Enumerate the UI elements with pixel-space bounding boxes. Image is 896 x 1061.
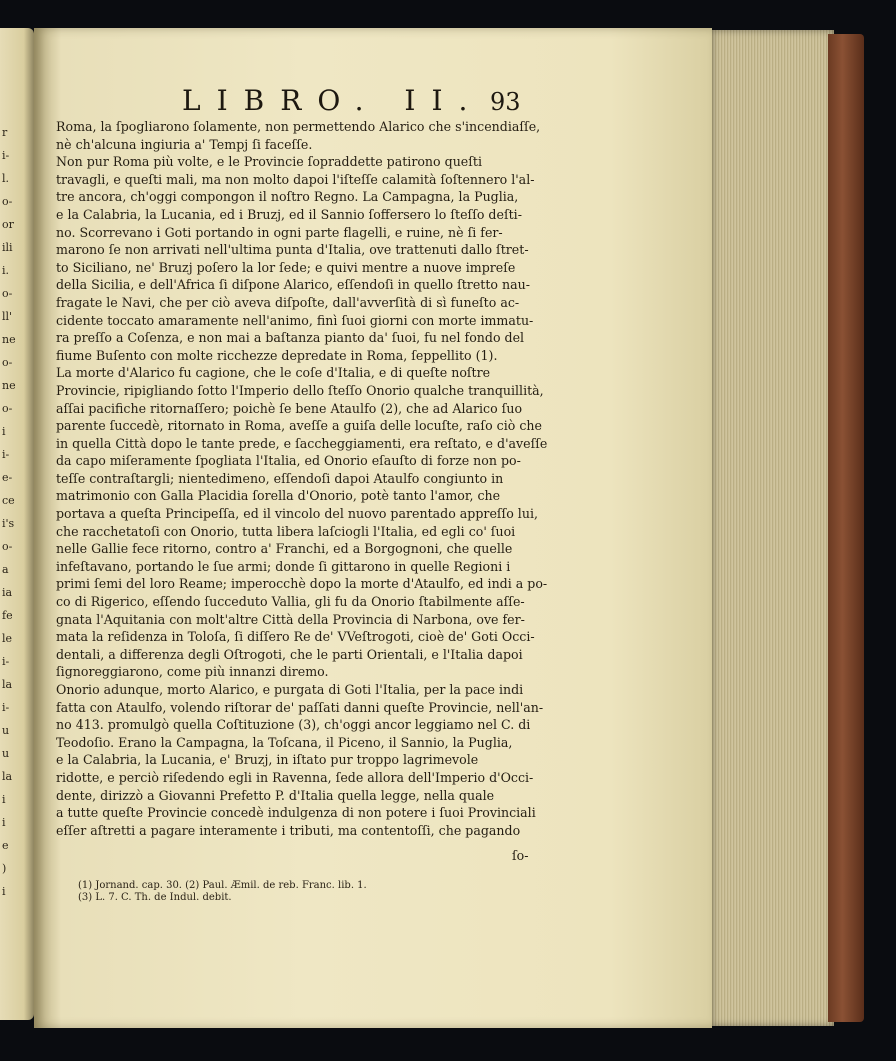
text-line: dentali, a differenza degli Oſtrogoti, che le parti Orientali, e l'Italia dapoi: [56, 646, 523, 662]
text-line: to Siciliano, ne' Bruzj poſero la lor ſede; e quivi mentre a nuove impreſe: [56, 259, 516, 275]
text-line: mata la reſidenza in Toloſa, ſi diſſero Re de' VVeſtrogoti, cioè de' Goti Occi-: [56, 629, 535, 645]
text-line: fragate le Navi, che per ciò aveva diſpoſte, dall'avverſità di sì funeſto ac-: [56, 294, 520, 310]
left-page-fragment: o-: [2, 287, 13, 300]
left-page-fragment: ili: [2, 241, 13, 254]
text-line: della Sicilia, e dell'Africa ſi diſpone Alarico, eſſendoſi in quello ſtretto nau-: [56, 277, 530, 293]
left-page-fragment: o-: [2, 356, 13, 369]
running-title: LIBRO. II.: [182, 84, 484, 117]
left-page-fragment: e: [2, 839, 9, 852]
body-text: [56, 118, 556, 839]
left-page-fragment: i's: [2, 517, 15, 530]
text-line: ra preſſo a Coſenza, e non mai a baſtanza pianto da' ſuoi, fu nel fondo del: [56, 330, 525, 346]
running-header: [152, 84, 572, 118]
left-page-fragment: le: [2, 632, 13, 645]
left-page-fragment: r: [2, 126, 8, 139]
text-line: a tutte queſte Provincie concedè indulgenza di non potere i ſuoi Provinciali: [56, 805, 536, 821]
text-line: marono ſe non arrivati nell'ultima punta d'Italia, ove trattenuti dallo ſtret-: [56, 242, 529, 258]
text-line: gnata l'Aquitania con molt'altre Città della Provincia di Narbona, ove fer-: [56, 611, 525, 627]
page-number: 93: [490, 88, 521, 116]
text-line: co di Rigerico, eſſendo ſucceduto Vallia, gli fu da Onorio ſtabilmente aſſe-: [56, 594, 525, 610]
text-line: no. Scorrevano i Goti portando in ogni parte flagelli, e ruine, nè ſi fer-: [56, 224, 503, 240]
left-page-fragment: i: [2, 816, 6, 829]
left-page-fragment: i-: [2, 149, 10, 162]
text-line: Non pur Roma più volte, e le Provincie ſopraddette patirono queſti: [56, 154, 483, 170]
left-page-fragment: ): [2, 862, 7, 875]
text-line: primi ſemi del loro Reame; imperocchè dopo la morte d'Ataulfo, ed indi a po-: [56, 576, 548, 592]
text-line: nè ch'alcuna ingiuria a' Tempj ſi faceſſe.: [56, 136, 313, 152]
left-page-fragment: u: [2, 747, 10, 760]
text-line: da capo miſeramente ſpogliata l'Italia, ed Onorio eſauſto di forze non po-: [56, 453, 521, 469]
text-line: ſignoreggiarono, come più innanzi diremo.: [56, 664, 329, 680]
left-page-fragment: la: [2, 678, 13, 691]
text-line: Provincie, ripigliando ſotto l'Imperio dello ſteſſo Onorio qualche tranquillità,: [56, 382, 544, 398]
text-line: dente, dirizzò a Giovanni Prefetto P. d'Italia quella legge, nella quale: [56, 787, 495, 803]
left-page-fragment: i.: [2, 264, 10, 277]
left-page-fragment: ne: [2, 333, 16, 346]
text-line: nelle Gallie fece ritorno, contro a' Franchi, ed a Borgognoni, che quelle: [56, 541, 513, 557]
text-line: travagli, e queſti mali, ma non molto dapoi l'iſteſſe calamità ſoſtennero l'al-: [56, 171, 535, 187]
left-page-fragment: o-: [2, 402, 13, 415]
text-line: La morte d'Alarico fu cagione, che le coſe d'Italia, e di queſte noſtre: [56, 365, 491, 381]
text-line: Teodoſio. Erano la Campagna, la Toſcana, il Piceno, il Sannio, la Puglia,: [56, 734, 513, 750]
left-page-fragment: o-: [2, 540, 13, 553]
left-page-fragment: ia: [2, 586, 13, 599]
footnotes: [78, 880, 367, 904]
left-page-fragment: i: [2, 885, 6, 898]
text-line: infeſtavano, portando le ſue armi; donde ſi gittarono in quelle Regioni i: [56, 558, 511, 574]
text-line: matrimonio con Galla Placidia ſorella d'Onorio, potè tanto l'amor, che: [56, 488, 501, 504]
text-line: Onorio adunque, morto Alarico, e purgata di Goti l'Italia, per la pace indi: [56, 682, 524, 697]
text-line: eſſer aſtretti a pagare interamente i tributi, ma contentoſſi, che pagando: [56, 822, 521, 838]
footnote-line: (3) L. 7. C. Th. de Indul. debit.: [78, 892, 232, 903]
footnote-line: (1) Jornand. cap. 30. (2) Paul. Æmil. de reb. Franc. lib. 1.: [78, 880, 367, 891]
text-line: fatta con Ataulfo, volendo riſtorar de' paſſati danni queſte Provincie, nell'an-: [56, 699, 544, 715]
catchword: ſo-: [512, 848, 529, 863]
left-page-fragment: ce: [2, 494, 15, 507]
left-page-fragment: e-: [2, 471, 13, 484]
left-page-fragment: i-: [2, 701, 10, 714]
text-line: fiume Buſento con molte ricchezze depredate in Roma, ſeppellito (1).: [56, 347, 498, 363]
text-line: parente ſuccedè, ritornato in Roma, aveſſe a guiſa delle locuſte, raſo ciò che: [56, 418, 542, 434]
left-page-fragment: u: [2, 724, 10, 737]
facing-left-page: [0, 28, 34, 1020]
text-line: cidente toccato amaramente nell'animo, finì ſuoi giorni con morte immatu-: [56, 312, 534, 328]
text-line: che racchetatoſi con Onorio, tutta libera laſciogli l'Italia, ed egli co' ſuoi: [56, 523, 516, 539]
text-line: e la Calabria, la Lucania, e' Bruzj, in iſtato pur troppo lagrimevole: [56, 752, 479, 768]
text-line: teſſe contraſtargli; nientedimeno, eſſendoſi dapoi Ataulfo congiunto in: [56, 470, 504, 486]
text-line: e la Calabria, la Lucania, ed i Bruzj, ed il Sannio ſoffersero lo ſteſſo deſti-: [56, 206, 522, 222]
left-page-fragment: l.: [2, 172, 10, 185]
book-cover: [828, 34, 864, 1022]
left-page-fragment: i-: [2, 448, 10, 461]
left-page-fragment: i-: [2, 655, 10, 668]
text-line: no 413. promulgò quella Coſtituzione (3), ch'oggi ancor leggiamo nel C. di: [56, 717, 531, 733]
left-page-fragment: ne: [2, 379, 16, 392]
left-page-fragment: i: [2, 425, 6, 438]
left-page-fragment: o-: [2, 195, 13, 208]
text-line: ridotte, e perciò riſedendo egli in Ravenna, ſede allora dell'Imperio d'Occi-: [56, 769, 534, 785]
page-edges: [712, 30, 834, 1026]
text-line: in quella Città dopo le tante prede, e ſaccheggiamenti, era reſtato, e d'aveſſe: [56, 435, 548, 451]
text-line: portava a queſta Principeſſa, ed il vincolo del nuovo parentado appreſſo lui,: [56, 506, 538, 522]
left-page-fragment: ll': [2, 310, 13, 323]
left-page-fragment: la: [2, 770, 13, 783]
text-line: Roma, la ſpogliarono ſolamente, non permettendo Alarico che s'incendiaſſe,: [56, 119, 541, 134]
left-page-fragment: i: [2, 793, 6, 806]
left-page-fragment: or: [2, 218, 14, 231]
text-line: tre ancora, ch'oggi compongon il noſtro Regno. La Campagna, la Puglia,: [56, 189, 519, 205]
left-page-fragment: fe: [2, 609, 13, 622]
text-line: aſſai pacifiche ritornaſſero; poichè ſe bene Ataulfo (2), che ad Alarico ſuo: [56, 400, 523, 416]
left-page-fragment: a: [2, 563, 9, 576]
